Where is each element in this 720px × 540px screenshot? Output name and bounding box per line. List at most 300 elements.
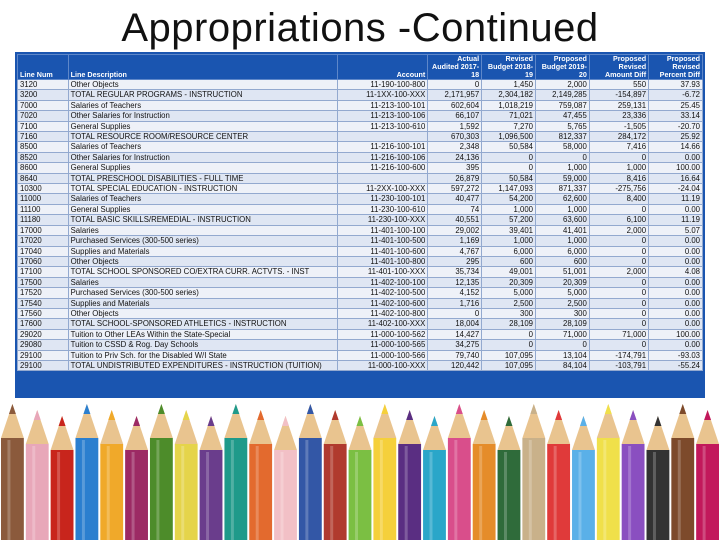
- table-row: [18, 225, 703, 235]
- table-row: [18, 277, 703, 287]
- table-cell: 6,000: [536, 246, 590, 256]
- pencil-lead: [431, 416, 438, 426]
- pencil-lead: [357, 416, 364, 426]
- pencil-highlight: [231, 440, 234, 540]
- table-cell: 0: [482, 329, 536, 339]
- table-cell: Tuition to CSSD & Rog. Day Schools: [68, 340, 337, 350]
- pencil-lead: [332, 410, 339, 420]
- table-cell: 11-401-100-100: [337, 225, 427, 235]
- table-cell: 1,096,500: [482, 132, 536, 142]
- table-cell: 8500: [18, 142, 69, 152]
- table-cell: 0: [589, 204, 648, 214]
- pencil-highlight: [430, 452, 433, 540]
- table-row: [18, 194, 703, 204]
- column-header: Line Description: [68, 55, 337, 80]
- pencil-lead: [108, 410, 115, 420]
- table-cell: 11-213-100-101: [337, 100, 427, 110]
- table-cell: 58,000: [536, 142, 590, 152]
- table-cell: 670,303: [428, 132, 482, 142]
- pencil-lead: [257, 410, 264, 420]
- table-cell: 812,337: [536, 132, 590, 142]
- table-cell: 100.00: [649, 163, 703, 173]
- table-cell: 71,000: [589, 329, 648, 339]
- table-row: [18, 132, 703, 142]
- table-cell: 11.19: [649, 215, 703, 225]
- table-cell: 600: [482, 256, 536, 266]
- table-cell: 29,002: [428, 225, 482, 235]
- table-cell: 29020: [18, 329, 69, 339]
- table-cell: 7100: [18, 121, 69, 131]
- table-cell: TOTAL UNDISTRIBUTED EXPENDITURES - INSTRUCTION (TUITION): [68, 360, 337, 370]
- table-cell: 0.00: [649, 246, 703, 256]
- pencil: [448, 404, 471, 540]
- table-cell: 17020: [18, 236, 69, 246]
- table-row: [18, 121, 703, 131]
- table-cell: 8600: [18, 163, 69, 173]
- pencil-highlight: [305, 440, 308, 540]
- table-cell: 11-216-100-600: [337, 163, 427, 173]
- table-cell: 25.92: [649, 132, 703, 142]
- table-cell: 2,304,182: [482, 90, 536, 100]
- table-cell: -103,791: [589, 360, 648, 370]
- table-row: [18, 319, 703, 329]
- table-cell: 3120: [18, 80, 69, 90]
- table-cell: 11-230-100-610: [337, 204, 427, 214]
- table-row: [18, 163, 703, 173]
- table-cell: Other Salaries for Instruction: [68, 111, 337, 121]
- table-row: [18, 173, 703, 183]
- table-cell: 11-401-100-800: [337, 256, 427, 266]
- table-cell: Salaries of Teachers: [68, 100, 337, 110]
- table-cell: -55.24: [649, 360, 703, 370]
- table-row: [18, 350, 703, 360]
- table-cell: -20.70: [649, 121, 703, 131]
- table-cell: 5,765: [536, 121, 590, 131]
- table-cell: 24,136: [428, 152, 482, 162]
- pencil-highlight: [479, 446, 482, 540]
- table-cell: 7020: [18, 111, 69, 121]
- table-cell: 295: [428, 256, 482, 266]
- table-row: [18, 80, 703, 90]
- table-cell: Other Objects: [68, 80, 337, 90]
- pencil-body: [224, 438, 247, 540]
- pencil: [398, 410, 421, 540]
- table-cell: 2,149,285: [536, 90, 590, 100]
- table-cell: Purchased Services (300-500 series): [68, 288, 337, 298]
- pencil: [100, 410, 123, 540]
- table-cell: 28,109: [536, 319, 590, 329]
- table-row: [18, 204, 703, 214]
- table-cell: 62,600: [536, 194, 590, 204]
- table-cell: 29080: [18, 340, 69, 350]
- pencil-highlight: [554, 446, 557, 540]
- table-cell: 12,135: [428, 277, 482, 287]
- table-cell: 0.00: [649, 308, 703, 318]
- table-cell: 259,131: [589, 100, 648, 110]
- table-cell: 4.08: [649, 267, 703, 277]
- table-cell: 8,416: [589, 173, 648, 183]
- table-cell: 7160: [18, 132, 69, 142]
- table-cell: 51,001: [536, 267, 590, 277]
- column-header: Proposed Revised Percent Diff: [649, 55, 703, 80]
- table-cell: 11-000-100-562: [337, 329, 427, 339]
- pencil-body: [125, 450, 148, 540]
- table-cell: 14,427: [428, 329, 482, 339]
- table-cell: Salaries: [68, 277, 337, 287]
- pencil-highlight: [132, 452, 135, 540]
- table-cell: 11-402-100-100: [337, 277, 427, 287]
- table-cell: 11-216-100-106: [337, 152, 427, 162]
- pencil: [224, 404, 247, 540]
- table-cell: 17060: [18, 256, 69, 266]
- table-cell: 1,018,219: [482, 100, 536, 110]
- table-cell: 11-401-100-XXX: [337, 267, 427, 277]
- table-cell: Supplies and Materials: [68, 298, 337, 308]
- pencil-lead: [83, 404, 90, 414]
- table-row: [18, 246, 703, 256]
- table-cell: 0: [482, 340, 536, 350]
- table-cell: 17000: [18, 225, 69, 235]
- table-cell: 0: [589, 298, 648, 308]
- pencil-body: [423, 450, 446, 540]
- table-cell: 2,171,957: [428, 90, 482, 100]
- table-cell: 0.00: [649, 204, 703, 214]
- pencil: [647, 416, 670, 540]
- table-cell: 4,767: [428, 246, 482, 256]
- pencil-lead: [704, 410, 711, 420]
- pencil-highlight: [578, 452, 581, 540]
- pencil: [349, 416, 372, 540]
- pencil-body: [249, 444, 272, 540]
- table-cell: 0: [589, 319, 648, 329]
- table-cell: 11-213-100-106: [337, 111, 427, 121]
- table-cell: 11100: [18, 204, 69, 214]
- column-header: Line Num: [18, 55, 69, 80]
- table-cell: TOTAL SCHOOL-SPONSORED ATHLETICS - INSTRUCTION: [68, 319, 337, 329]
- table-cell: 84,104: [536, 360, 590, 370]
- table-cell: 5,000: [536, 288, 590, 298]
- table-cell: 8520: [18, 152, 69, 162]
- pencil-highlight: [57, 452, 60, 540]
- table-row: [18, 360, 703, 370]
- pencil: [547, 410, 570, 540]
- table-cell: 2,500: [536, 298, 590, 308]
- pencil-lead: [158, 404, 165, 414]
- table-row: [18, 340, 703, 350]
- table-cell: 34,275: [428, 340, 482, 350]
- pencil-body: [498, 450, 521, 540]
- table-cell: -24.04: [649, 184, 703, 194]
- table-cell: Salaries: [68, 225, 337, 235]
- pencil-highlight: [82, 440, 85, 540]
- pencil: [498, 416, 521, 540]
- table-cell: 7,416: [589, 142, 648, 152]
- table-cell: 0: [589, 308, 648, 318]
- table-cell: 17560: [18, 308, 69, 318]
- table-cell: General Supplies: [68, 163, 337, 173]
- table-row: [18, 256, 703, 266]
- table-cell: 2,348: [428, 142, 482, 152]
- table-cell: 0: [428, 80, 482, 90]
- table-cell: 29100: [18, 350, 69, 360]
- table-cell: -6.72: [649, 90, 703, 100]
- pencil: [473, 410, 496, 540]
- table-cell: 1,000: [482, 204, 536, 214]
- table-cell: 11-230-100-101: [337, 194, 427, 204]
- pencil-lead: [34, 410, 41, 420]
- table-cell: 1,000: [536, 163, 590, 173]
- table-row: [18, 152, 703, 162]
- table-cell: 28,109: [482, 319, 536, 329]
- table-row: [18, 215, 703, 225]
- table-cell: 1,000: [482, 236, 536, 246]
- pencil-lead: [481, 410, 488, 420]
- table-cell: 0.00: [649, 236, 703, 246]
- pencil: [572, 416, 595, 540]
- pencil-highlight: [7, 440, 10, 540]
- table-cell: 2,000: [589, 225, 648, 235]
- pencil-body: [175, 444, 198, 540]
- pencil: [249, 410, 272, 540]
- table-cell: 17600: [18, 319, 69, 329]
- pencil-lead: [580, 416, 587, 426]
- pencil-highlight: [529, 440, 532, 540]
- table-cell: 600: [536, 256, 590, 266]
- table-cell: 0.00: [649, 256, 703, 266]
- pencil-lead: [654, 416, 661, 426]
- table-row: [18, 142, 703, 152]
- table-cell: 11000: [18, 194, 69, 204]
- pencil-highlight: [355, 452, 358, 540]
- table-cell: 0.00: [649, 152, 703, 162]
- table-cell: 0: [536, 340, 590, 350]
- table-cell: 39,401: [482, 225, 536, 235]
- table-cell: 0: [589, 152, 648, 162]
- pencil-body: [100, 444, 123, 540]
- table-cell: 11-1XX-100-XXX: [337, 90, 427, 100]
- pencil-highlight: [156, 440, 159, 540]
- table-cell: General Supplies: [68, 121, 337, 131]
- table-cell: 0: [589, 288, 648, 298]
- table-cell: 871,337: [536, 184, 590, 194]
- table-cell: 6,100: [589, 215, 648, 225]
- pencil: [299, 404, 322, 540]
- pencil-highlight: [181, 446, 184, 540]
- pencil-body: [150, 438, 173, 540]
- table-cell: [337, 132, 427, 142]
- table-cell: 11-401-100-600: [337, 246, 427, 256]
- pencil-body: [26, 444, 49, 540]
- table-cell: -154,897: [589, 90, 648, 100]
- pencil: [200, 416, 223, 540]
- table-cell: 17040: [18, 246, 69, 256]
- table-cell: 0: [482, 163, 536, 173]
- pencil-lead: [282, 416, 289, 426]
- table-cell: General Supplies: [68, 204, 337, 214]
- table-cell: 50,584: [482, 173, 536, 183]
- pencil: [75, 404, 98, 540]
- table-cell: 54,200: [482, 194, 536, 204]
- pencil-highlight: [703, 446, 706, 540]
- table-row: [18, 288, 703, 298]
- column-header: Account: [337, 55, 427, 80]
- pencil: [522, 404, 545, 540]
- table-cell: 0: [589, 277, 648, 287]
- table-cell: 66,107: [428, 111, 482, 121]
- table-cell: 0: [428, 308, 482, 318]
- table-cell: Other Salaries for Instruction: [68, 152, 337, 162]
- table-cell: 59,000: [536, 173, 590, 183]
- pencil-body: [75, 438, 98, 540]
- table-cell: 1,000: [536, 204, 590, 214]
- table-cell: 57,200: [482, 215, 536, 225]
- pencil-body: [349, 450, 372, 540]
- colored-pencils-image: [0, 396, 720, 540]
- table-row: [18, 267, 703, 277]
- table-cell: 0.00: [649, 319, 703, 329]
- table-cell: 1,000: [536, 236, 590, 246]
- pencil-body: [622, 444, 645, 540]
- table-cell: 74: [428, 204, 482, 214]
- table-cell: 11-402-100-500: [337, 288, 427, 298]
- column-header: Proposed Budget 2019-20: [536, 55, 590, 80]
- pencil: [175, 410, 198, 540]
- table-cell: 11-401-100-500: [337, 236, 427, 246]
- pencil-body: [448, 438, 471, 540]
- table-cell: 71,021: [482, 111, 536, 121]
- pencil-highlight: [281, 452, 284, 540]
- pencil-highlight: [405, 446, 408, 540]
- appropriations-table: [17, 54, 703, 371]
- pencil-highlight: [678, 440, 681, 540]
- table-cell: 107,095: [482, 360, 536, 370]
- table-cell: Purchased Services (300-500 series): [68, 236, 337, 246]
- pencil-body: [299, 438, 322, 540]
- table-cell: 2,000: [536, 80, 590, 90]
- table-cell: 0: [589, 246, 648, 256]
- pencil: [26, 410, 49, 540]
- table-cell: -93.03: [649, 350, 703, 360]
- pencil-lead: [59, 416, 66, 426]
- table-cell: TOTAL BASIC SKILLS/REMEDIAL - INSTRUCTION: [68, 215, 337, 225]
- pencil: [125, 416, 148, 540]
- table-cell: 7,270: [482, 121, 536, 131]
- table-cell: 395: [428, 163, 482, 173]
- pencil-lead: [679, 404, 686, 414]
- table-cell: 100.00: [649, 329, 703, 339]
- table-cell: 33.14: [649, 111, 703, 121]
- table-cell: 284,172: [589, 132, 648, 142]
- pencil-body: [572, 450, 595, 540]
- page-title: Appropriations -Continued: [121, 6, 599, 50]
- pencil-highlight: [380, 440, 383, 540]
- table-cell: 11-2XX-100-XXX: [337, 184, 427, 194]
- pencil: [1, 404, 24, 540]
- table-cell: TOTAL REGULAR PROGRAMS - INSTRUCTION: [68, 90, 337, 100]
- pencil-body: [373, 438, 396, 540]
- table-body: [18, 80, 703, 371]
- table-cell: 0.00: [649, 298, 703, 308]
- table-cell: 107,095: [482, 350, 536, 360]
- pencil: [597, 404, 620, 540]
- table-cell: 16.64: [649, 173, 703, 183]
- table-cell: 2,500: [482, 298, 536, 308]
- table-cell: 1,147,093: [482, 184, 536, 194]
- table-cell: Salaries of Teachers: [68, 142, 337, 152]
- pencil-lead: [381, 404, 388, 414]
- pencil-body: [547, 444, 570, 540]
- table-row: [18, 236, 703, 246]
- pencil-lead: [605, 404, 612, 414]
- table-cell: 79,740: [428, 350, 482, 360]
- pencil-body: [51, 450, 74, 540]
- table-cell: 0.00: [649, 288, 703, 298]
- table-cell: 29100: [18, 360, 69, 370]
- pencil-lead: [9, 404, 16, 414]
- pencil-lead: [505, 416, 512, 426]
- table-cell: 35,734: [428, 267, 482, 277]
- table-cell: 11-230-100-XXX: [337, 215, 427, 225]
- table-cell: 2,000: [589, 267, 648, 277]
- pencil-lead: [630, 410, 637, 420]
- table-cell: 0: [589, 236, 648, 246]
- pencil: [622, 410, 645, 540]
- table-cell: TOTAL PRESCHOOL DISABILITIES - FULL TIME: [68, 173, 337, 183]
- table-cell: 11-000-100-XXX: [337, 360, 427, 370]
- table-cell: 597,272: [428, 184, 482, 194]
- table-cell: 50,584: [482, 142, 536, 152]
- table-cell: 11180: [18, 215, 69, 225]
- table-cell: Other Objects: [68, 308, 337, 318]
- pencil-highlight: [330, 446, 333, 540]
- pencil-body: [473, 444, 496, 540]
- pencil-highlight: [32, 446, 35, 540]
- table-cell: Supplies and Materials: [68, 246, 337, 256]
- table-cell: Tuition to Priv Sch. for the Disabled W/I State: [68, 350, 337, 360]
- pencil: [324, 410, 347, 540]
- table-cell: Other Objects: [68, 256, 337, 266]
- column-header: Proposed Revised Amount Diff: [589, 55, 648, 80]
- pencil: [150, 404, 173, 540]
- table-cell: 11-402-100-600: [337, 298, 427, 308]
- table-cell: 23,336: [589, 111, 648, 121]
- table-cell: 11-000-100-565: [337, 340, 427, 350]
- table-cell: 1,716: [428, 298, 482, 308]
- pencil-lead: [133, 416, 140, 426]
- table-row: [18, 184, 703, 194]
- table-cell: 5.07: [649, 225, 703, 235]
- table-cell: 1,169: [428, 236, 482, 246]
- table-cell: 20,309: [536, 277, 590, 287]
- table-cell: 20,309: [482, 277, 536, 287]
- table-cell: 0: [536, 152, 590, 162]
- table-row: [18, 111, 703, 121]
- table-cell: 71,000: [536, 329, 590, 339]
- table-cell: 7000: [18, 100, 69, 110]
- pencil-lead: [307, 404, 314, 414]
- table-cell: 63,600: [536, 215, 590, 225]
- pencil-body: [324, 444, 347, 540]
- table-row: [18, 100, 703, 110]
- table-cell: 17520: [18, 288, 69, 298]
- table-cell: 300: [536, 308, 590, 318]
- pencil: [696, 410, 719, 540]
- pencil-highlight: [107, 446, 110, 540]
- table-cell: 14.66: [649, 142, 703, 152]
- pencil-body: [398, 444, 421, 540]
- table-cell: 120,442: [428, 360, 482, 370]
- table-cell: 25.45: [649, 100, 703, 110]
